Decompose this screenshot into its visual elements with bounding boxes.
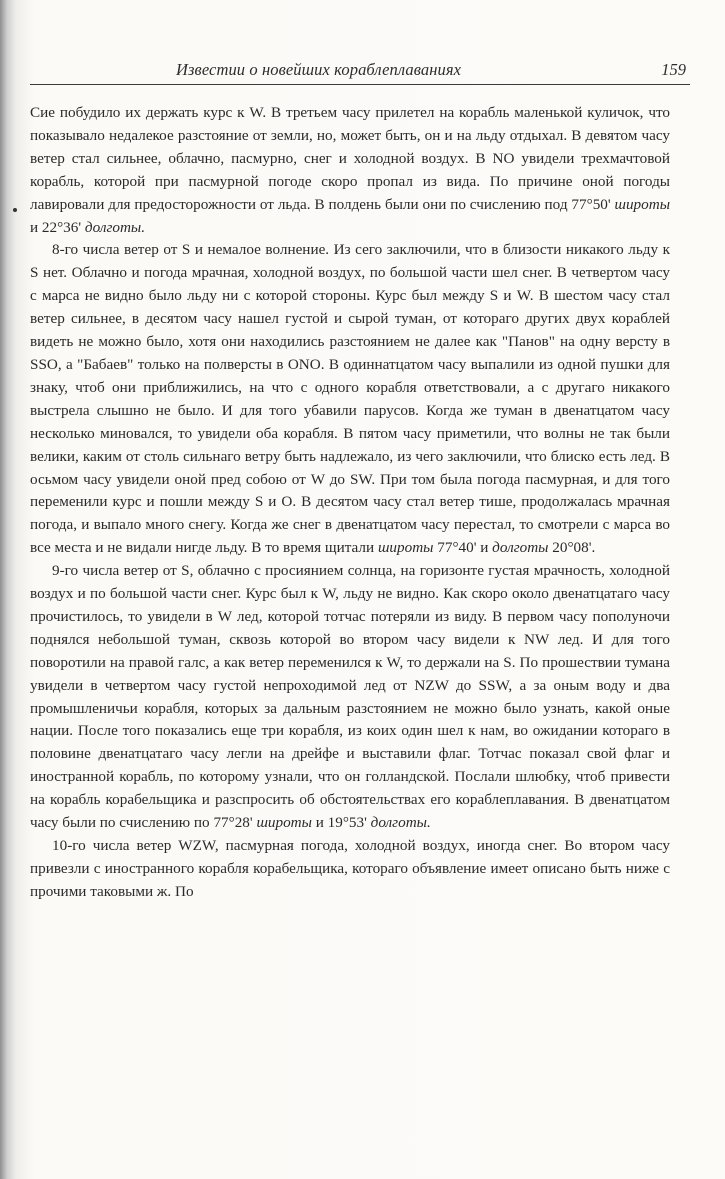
- text-run: 20°08'.: [548, 539, 596, 557]
- running-title: Известии о новейших кораблеплаваниях: [176, 60, 462, 79]
- text-run: и 19°53': [311, 814, 371, 832]
- text-run-italic: широты: [256, 814, 312, 832]
- text-run: Сие побудило их держать курс к W. В третьем часу прилетел на корабль маленькой куличок, что показывало недалекое разстояние от земли, но, может быть, он и на льду отдыхал. В девятом часу ветер стал сильнее, облачно, пасмурно, снег и холодной воздух. В NO увидели трехмачтовой корабль, которой при пасмурной погоде скоро пропал из вида. По причине оной погоды лавировали для предосторожности от льда. В полдень были они по счислению под 77°50': [30, 104, 670, 213]
- main-text: [30, 102, 670, 904]
- text-run-italic: широты: [377, 539, 434, 557]
- paragraph-2: [30, 239, 670, 560]
- paragraph-3: [30, 560, 670, 835]
- text-run: и 22°36': [30, 218, 85, 236]
- text-run: 9-го числа ветер от S, облачно с просиянием солнца, на горизонте густая мрачность, холодной воздух и по большой части снег. Курс был к W, льду не видно. Как скоро около двенатцатаго часу прочистилось, то увидели в W лед, которой тотчас потеряли из виду. В первом часу пополуночи поднялся небольшой туман, сквозь которой во втором часу видели к NW лед. И для того поворотили на правой галс, а как ветер переменился к W, то держали на S. По прошествии тумана увидели в четвертом часу густой непроходимой лед от NZW до SSW, а за оным воду и два промышленичьи корабля, которых за дальным разстоянием не можно было узнать, какой оные нации. После того показались еще три корабля, из коих один шел к нам, во ожидании котораго в половине двенатцатаго часу легли на дрейфе и выставили флаг. Тотчас показал свой флаг и иностранной корабль, по которому узнали, что он голландской. Послали шлюбку, чтоб привести на корабль корабельщика и разспросить об обстоятельствах его кораблеплавания. В двенатцатом часу были по счислению по 77°28': [30, 562, 670, 832]
- text-run-italic: долготы.: [84, 218, 146, 236]
- text-run-italic: широты: [614, 195, 670, 213]
- text-run: 10-го числа ветер WZW, пасмурная погода, холодной воздух, иногда снег. Во втором часу привезли с иностранного корабля корабельщика, котораго объявление имеет описано быть ниже с прочими таковыми ж. По: [30, 837, 670, 900]
- margin-dot: [13, 208, 17, 212]
- text-run-italic: долготы: [492, 539, 549, 557]
- paragraph-1: [30, 102, 670, 239]
- text-run: 77°40' и: [433, 539, 493, 557]
- text-run: 8-го числа ветер от S и немалое волнение. Из сего заключили, что в близости никакого льду к S нет. Облачно и погода мрачная, холодной воздух, по большой части шел снег. В четвертом часу с марса не видно было льду ни с которой стороны. Курс был между S и W. В шестом часу стал ветер сильнее, в десятом часу нашел густой и сырой туман, от котораго других двух кораблей видеть не можно было, хотя они находились разстоянием не далее как "Панов" на одну версту в SSO, а "Бабаев" только на полверсты в ONO. В одиннатцатом часу выпалили из одной пушки для знаку, чтоб они приближились, на что с одного корабля ответствовали, а с другаго никакого выстрела слышно не было. И для того убавили парусов. Когда же туман в двенатцатом часу несколько миновался, то увидели оба корабля. В пятом часу приметили, что волны не так были велики, каким от столь сильнаго ветру быть надлежало, из чего заключили, что блиско есть лед. В осьмом часу увидели оной пред собою от W до SW. При том была погода пасмурная, и для того переменили курс и пошли между S и O. В десятом часу стал ветер тише, продолжалась мрачная погода, и выпало много снегу. Когда же снег в двенатцатом часу перестал, то смотрели с марса во все места и не видали нигде льду. В то время щитали: [30, 241, 670, 557]
- paragraph-4: [30, 835, 670, 904]
- page-number: 159: [661, 60, 686, 79]
- text-run-italic: долготы.: [370, 814, 431, 832]
- running-header: [30, 60, 690, 85]
